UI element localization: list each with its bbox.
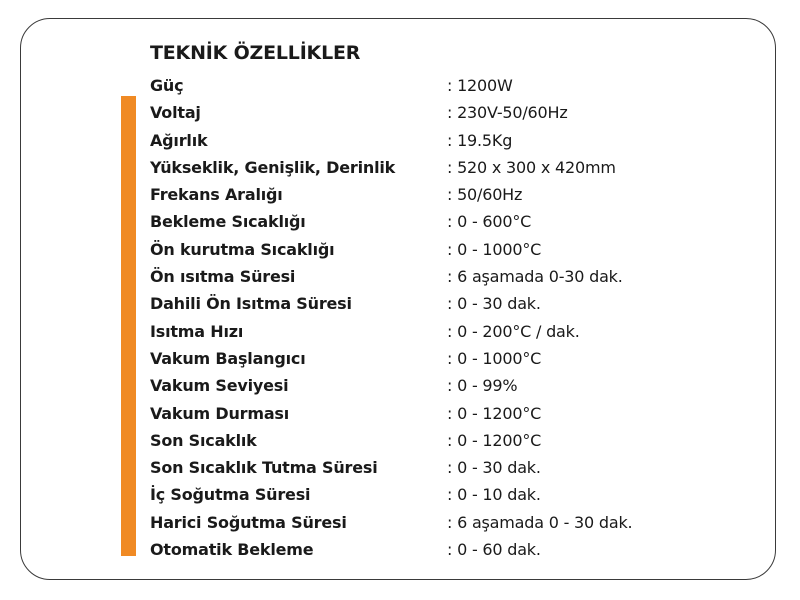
- spec-value: : 6 aşamada 0 - 30 dak.: [447, 512, 633, 532]
- spec-row: [150, 511, 650, 538]
- spec-row: [150, 101, 650, 128]
- spec-label: Isıtma Hızı: [150, 321, 244, 341]
- spec-label: Son Sıcaklık Tutma Süresi: [150, 458, 378, 478]
- spec-row: [150, 156, 650, 183]
- spec-value: : 1200W: [447, 76, 513, 95]
- spec-label: Ağırlık: [150, 130, 208, 150]
- spec-row: [150, 429, 650, 456]
- spec-value: : 19.5Kg: [447, 130, 513, 150]
- spec-label: Son Sıcaklık: [150, 430, 257, 450]
- spec-row: [150, 129, 650, 156]
- spec-label: Harici Soğutma Süresi: [150, 512, 347, 532]
- spec-row: [150, 402, 650, 429]
- spec-value: : 0 - 1200°C: [447, 430, 542, 450]
- spec-label: Vakum Durması: [150, 403, 290, 423]
- spec-label: Bekleme Sıcaklığı: [150, 212, 306, 232]
- spec-value: : 0 - 1000°C: [447, 239, 542, 259]
- spec-value: : 6 aşamada 0-30 dak.: [447, 267, 623, 287]
- spec-row: [150, 374, 650, 401]
- spec-row: [150, 210, 650, 237]
- spec-value: : 0 - 30 dak.: [447, 294, 541, 314]
- spec-value: : 0 - 10 dak.: [447, 485, 541, 505]
- spec-row: [150, 74, 650, 101]
- spec-label: Otomatik Bekleme: [150, 540, 314, 560]
- spec-row: [150, 456, 650, 483]
- accent-bar: [121, 96, 136, 556]
- spec-row: [150, 265, 650, 292]
- spec-value: : 230V-50/60Hz: [447, 103, 568, 123]
- spec-row: [150, 292, 650, 319]
- spec-title: TEKNİK ÖZELLİKLER: [150, 42, 361, 64]
- spec-value: : 0 - 99%: [447, 376, 518, 396]
- spec-label: Vakum Seviyesi: [150, 376, 289, 396]
- spec-value: : 50/60Hz: [447, 185, 523, 205]
- spec-label: Vakum Başlangıcı: [150, 348, 306, 368]
- spec-row: [150, 238, 650, 265]
- spec-value: : 0 - 30 dak.: [447, 458, 541, 478]
- spec-label: Ön ısıtma Süresi: [150, 267, 296, 287]
- spec-list: [150, 74, 650, 565]
- spec-label: Dahili Ön Isıtma Süresi: [150, 294, 352, 314]
- spec-row: [150, 538, 650, 565]
- spec-value: : 0 - 60 dak.: [447, 540, 541, 560]
- spec-label: Güç: [150, 76, 184, 95]
- spec-label: Frekans Aralığı: [150, 185, 283, 205]
- spec-value: : 520 x 300 x 420mm: [447, 157, 616, 177]
- spec-row: [150, 347, 650, 374]
- spec-label: Yükseklik, Genişlik, Derinlik: [150, 157, 396, 177]
- spec-row: [150, 320, 650, 347]
- spec-value: : 0 - 1200°C: [447, 403, 542, 423]
- spec-row: [150, 183, 650, 210]
- spec-label: Ön kurutma Sıcaklığı: [150, 239, 335, 259]
- spec-value: : 0 - 1000°C: [447, 348, 542, 368]
- spec-label: İç Soğutma Süresi: [150, 485, 311, 505]
- spec-value: : 0 - 200°C / dak.: [447, 321, 580, 341]
- spec-row: [150, 483, 650, 510]
- spec-label: Voltaj: [150, 103, 201, 123]
- spec-value: : 0 - 600°C: [447, 212, 532, 232]
